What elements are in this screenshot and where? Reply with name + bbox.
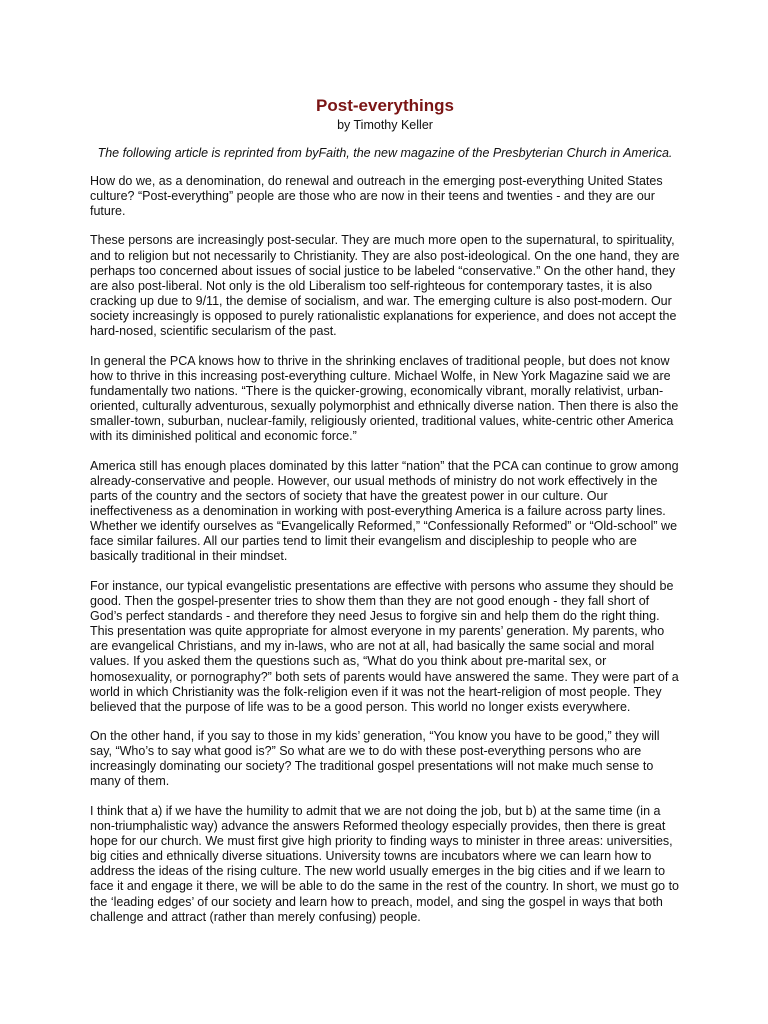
paragraph: I think that a) if we have the humility to admit that we are not doing the job, but b) at the same time (in a non-triumphalistic way) advance the answers Reformed theology especially provides, then there is great hope for our church. We must first give high priority to finding ways to minister in three areas: universities, big cities and ethnically diverse situations. University towns are incubators where we can learn how to address the ideas of the rising culture. The new world usually emerges in the big cities and if we learn to face it and engage it there, we will be able to do the same in the rest of the country. In short, we must go to the ‘leading edges’ of our society and learn how to preach, model, and sing the gospel in ways that both challenge and attract (rather than merely confusing) people.: [90, 803, 679, 924]
author-byline: by Timothy Keller: [337, 118, 433, 132]
paragraph: In general the PCA knows how to thrive in the shrinking enclaves of traditional people, but does not know how to thrive in this increasing post-everything culture. Michael Wolfe, in New York Magazine said we are fundamentally two nations. “There is the quicker-growing, economically vibrant, morally relativist, urban-oriented, culturally adventurous, sexually polymorphist and ethnically diverse nation. Then there is also the smaller-town, suburban, nuclear-family, religiously oriented, traditional values, white-centric other America with its diminished political and economic force.”: [90, 353, 679, 444]
paragraph: For instance, our typical evangelistic presentations are effective with persons who assume they should be good. Then the gospel-presenter tries to show them than they are not good enough - they fall short of God’s perfect standards - and therefore they need Jesus to forgive sin and help them do the right thing. This presentation was quite appropriate for almost everyone in my parents’ generation. My parents, who are evangelical Christians, and my in-laws, who are not at all, had basically the same social and moral values. If you asked them the questions such as, “What do you think about pre-marital sex, or homosexuality, or pornography?” both sets of parents would have answered the same. They were part of a world in which Christianity was the folk-religion even if it was not the heart-religion of most people. They believed that the purpose of life was to be a good person. This world no longer exists everywhere.: [90, 578, 679, 714]
paragraph: America still has enough places dominated by this latter “nation” that the PCA can continue to grow among already-conservative and people. However, our usual methods of ministry do not work effectively in the parts of the country and the sectors of society that have the greatest power in our culture. Our ineffectiveness as a denomination in working with post-everything America is a failure across party lines. Whether we identify ourselves as “Evangelically Reformed,” “Confessionally Reformed” or “Old-school” we face similar failures. All our parties tend to limit their evangelism and discipleship to people who are basically traditional in their mindset.: [90, 458, 679, 564]
reprint-note: The following article is reprinted from byFaith, the new magazine of the Presbyterian Church in America.: [97, 146, 673, 160]
paragraph: These persons are increasingly post-secular. They are much more open to the supernatural, to spirituality, and to religion but not necessarily to Christianity. They are also post-ideological. On the one hand, they are perhaps too concerned about issues of social justice to be labeled “conservative.” On the other hand, they are also post-liberal. Not only is the old Liberalism too self-righteous for contemporary tastes, it is also cracking up due to 9/11, the demise of socialism, and war. The emerging culture is also post-modern. Our society increasingly is opposed to purely rationalistic explanations for experience, and does not accept the hard-nosed, scientific secularism of the past.: [90, 233, 680, 339]
article-title: Post-everythings: [316, 96, 454, 115]
article-body: [90, 174, 680, 925]
paragraph: How do we, as a denomination, do renewal and outreach in the emerging post-everything United States culture? “Post-everything” people are those who are now in their teens and twenties - and they are our future.: [90, 174, 663, 219]
paragraph: On the other hand, if you say to those in my kids’ generation, “You know you have to be good,” they will say, “Who’s to say what good is?” So what are we to do with these post-everything persons who are increasingly dominating our society? The traditional gospel presentations will not make much sense to many of them.: [90, 729, 660, 789]
